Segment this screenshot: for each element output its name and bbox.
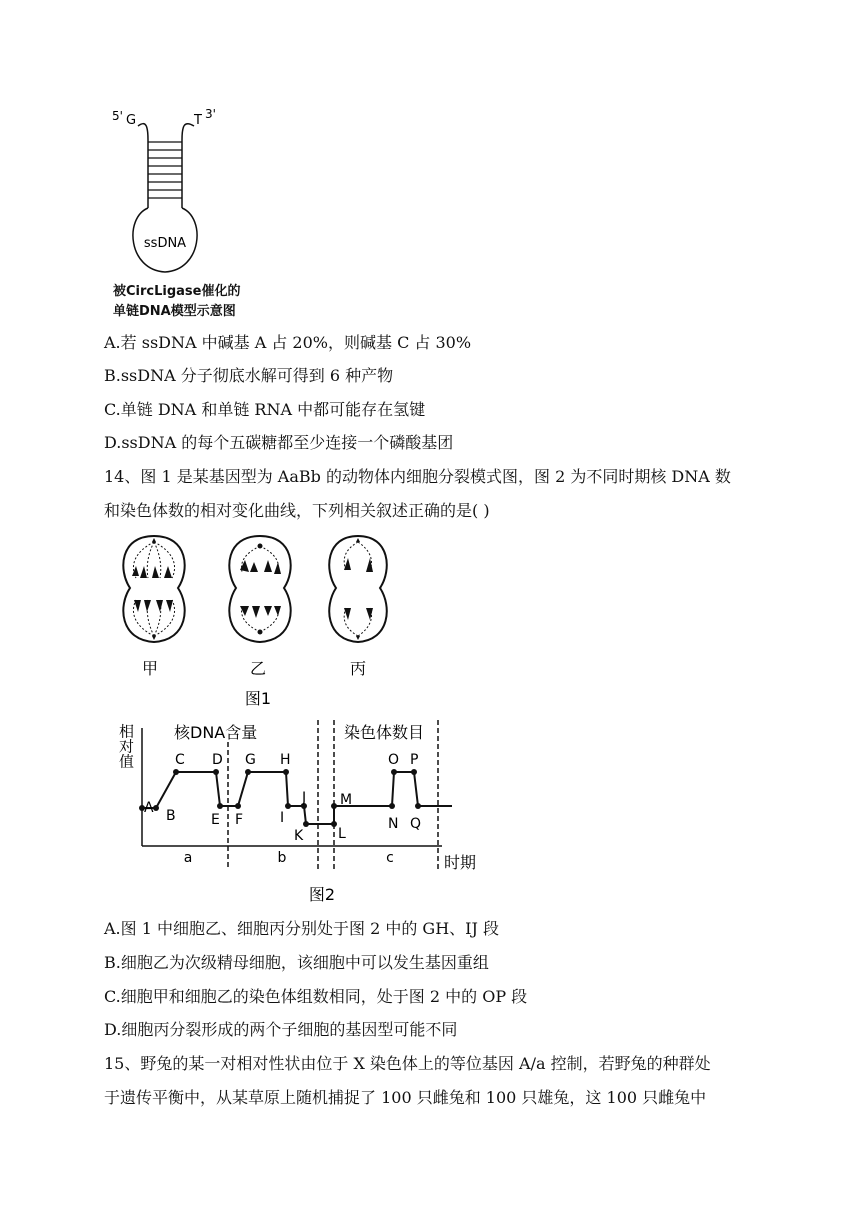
point-label-h: H bbox=[280, 752, 291, 768]
strand-left bbox=[138, 124, 148, 208]
section-title-chrom: 染色体数目 bbox=[344, 723, 425, 742]
q14-stem-line1: 14、图 1 是某基因型为 AaBb 的动物体内细胞分裂模式图，图 2 为不同时期核 DNA 数 bbox=[104, 467, 731, 486]
base-t-label: T bbox=[194, 113, 202, 128]
section-title-dna: 核DNA含量 bbox=[174, 723, 258, 742]
q14-option-d: D.细胞丙分裂形成的两个子细胞的基因型可能不同 bbox=[104, 1020, 458, 1039]
point-label-p: P bbox=[410, 752, 419, 768]
q15-stem-line1: 15、野兔的某一对相对性状由位于 X 染色体上的等位基因 A/a 控制，若野兔的种群处 bbox=[104, 1054, 711, 1073]
point-label-c: C bbox=[175, 752, 185, 768]
point-label-i: I bbox=[280, 810, 285, 826]
base-pair-rungs bbox=[148, 142, 182, 198]
q15-stem-line2: 于遗传平衡中，从某草原上随机捕捉了 100 只雌兔和 100 只雄兔，这 100 只雌兔中 bbox=[104, 1088, 707, 1107]
point-label-b: B bbox=[166, 808, 176, 824]
q14-option-c: C.细胞甲和细胞乙的染色体组数相同，处于图 2 中的 OP 段 bbox=[104, 987, 528, 1006]
y-axis-label bbox=[117, 724, 135, 769]
point-label-e: E bbox=[211, 812, 220, 828]
ssdna-loop-label: ssDNA bbox=[143, 236, 187, 251]
q13-option-a: A.若 ssDNA 中碱基 A 占 20%，则碱基 C 占 30% bbox=[104, 333, 472, 352]
point-label-o: O bbox=[388, 752, 400, 768]
three-prime-label: 3' bbox=[205, 107, 216, 121]
point-label-g: G bbox=[245, 752, 256, 768]
cell-label-bing: 丙 bbox=[349, 659, 367, 678]
q13-option-b: B.ssDNA 分子彻底水解可得到 6 种产物 bbox=[104, 366, 394, 385]
period-label-a: a bbox=[183, 850, 193, 866]
q13-option-d: D.ssDNA 的每个五碳糖都至少连接一个磷酸基团 bbox=[104, 433, 454, 452]
cell-bing bbox=[329, 536, 387, 642]
q14-option-a: A.图 1 中细胞乙、细胞丙分别处于图 2 中的 GH、IJ 段 bbox=[104, 919, 499, 938]
five-prime-label: 5' bbox=[112, 109, 123, 123]
ssdna-hairpin-figure bbox=[104, 100, 284, 290]
point-label-q: Q bbox=[410, 816, 422, 832]
point-label-a: A bbox=[144, 800, 154, 816]
cell-label-yi: 乙 bbox=[249, 659, 267, 678]
point-label-n: N bbox=[388, 816, 399, 832]
figure1-caption: 图1 bbox=[244, 689, 272, 708]
point-label-d: D bbox=[212, 752, 223, 768]
point-label-l: L bbox=[338, 826, 346, 842]
point-label-k: K bbox=[294, 828, 304, 844]
q14-option-b: B.细胞乙为次级精母细胞，该细胞中可以发生基因重组 bbox=[104, 953, 489, 972]
relative-value-curve bbox=[142, 772, 452, 824]
point-label-m: M bbox=[340, 792, 353, 808]
figure1-cell-division bbox=[104, 530, 424, 710]
ssdna-caption-line2: 单链DNA模型示意图 bbox=[113, 304, 236, 319]
cell-label-jia: 甲 bbox=[141, 659, 159, 678]
point-label-f: F bbox=[235, 812, 244, 828]
strand-right bbox=[182, 124, 194, 208]
q14-stem-line2: 和染色体数的相对变化曲线，下列相关叙述正确的是( ) bbox=[104, 501, 490, 520]
ssdna-caption-line1: 被CircLigase催化的 bbox=[113, 284, 241, 299]
base-g-label: G bbox=[126, 113, 137, 128]
point-label-j: J bbox=[302, 790, 307, 806]
period-label-b: b bbox=[277, 850, 287, 866]
period-label-c: c bbox=[386, 850, 394, 866]
svg-text:相对值: 相对值 bbox=[117, 723, 135, 769]
figure2-relative-curve bbox=[104, 712, 494, 908]
x-axis-label: 时期 bbox=[444, 853, 477, 872]
q13-option-c: C.单链 DNA 和单链 RNA 中都可能存在氢键 bbox=[104, 400, 426, 419]
cell-jia bbox=[123, 536, 184, 642]
figure2-caption: 图2 bbox=[308, 885, 336, 904]
cell-yi bbox=[229, 536, 290, 642]
